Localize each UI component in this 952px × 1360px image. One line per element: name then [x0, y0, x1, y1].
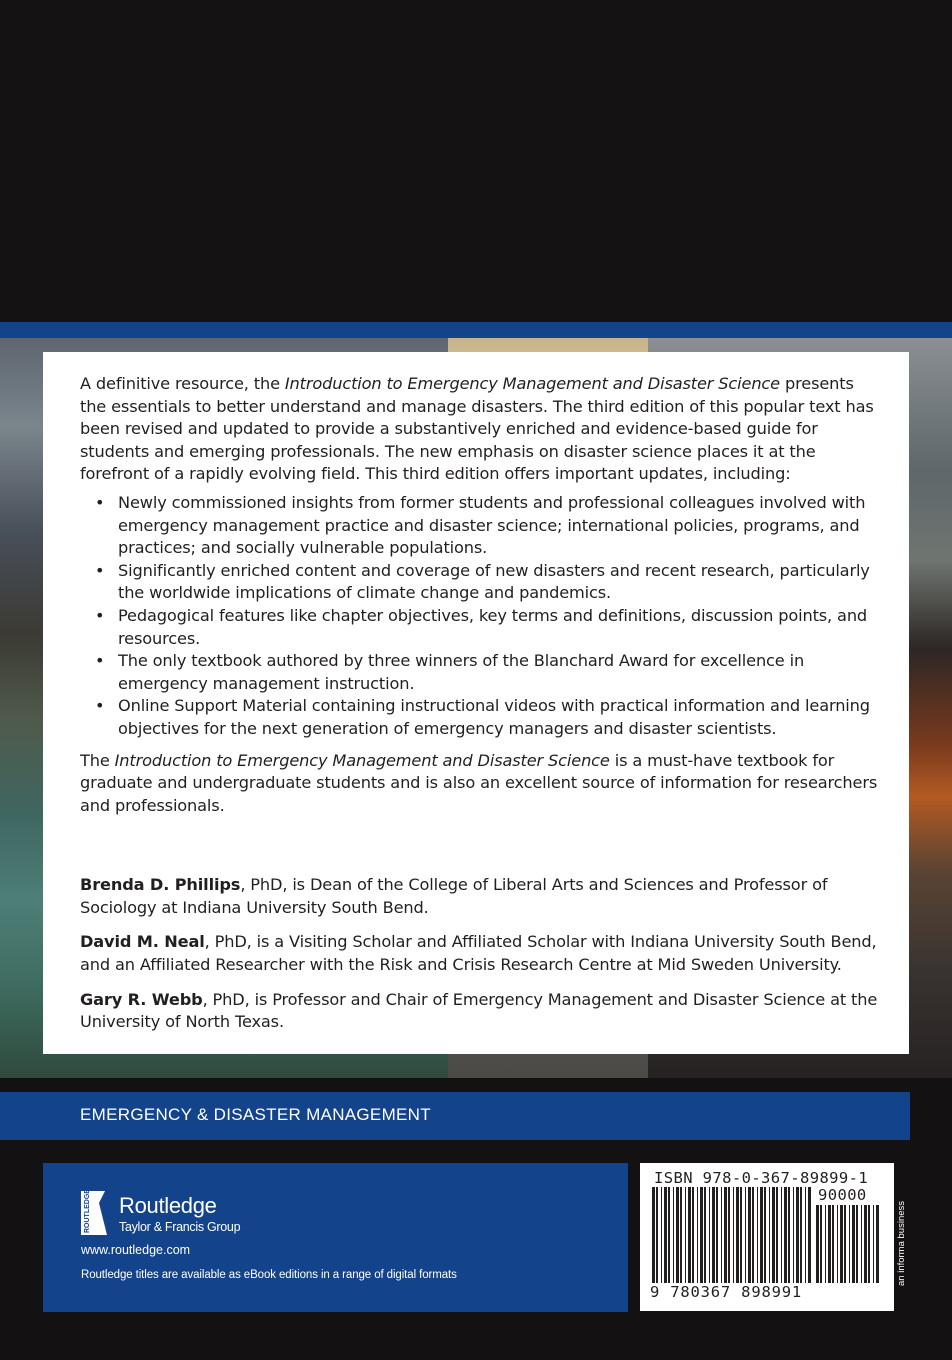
barcode-bar: [752, 1187, 754, 1283]
intro-paragraph: A definitive resource, the Introduction to Emergency Management and Disaster Science presents the essentials to better understand and manage disasters. The third edition of this popular text has been revised and updated to provide a substantively enriched and evidence-based guide for students and emerging professionals. The new emphasis on disaster science places it at the forefront of a rapidly evolving field. This third edition offers important updates, including:: [80, 374, 874, 484]
barcode-bar: [784, 1187, 787, 1283]
barcode-bar: [697, 1187, 698, 1283]
barcode-bar: [852, 1205, 855, 1283]
barcode-bar: [828, 1205, 831, 1283]
updates-list: [80, 492, 880, 741]
barcode-bar: [712, 1187, 715, 1283]
barcode-bar: [856, 1205, 858, 1283]
barcode-bar: [680, 1187, 682, 1283]
barcode-bar: [820, 1205, 822, 1283]
barcode-bar: [685, 1187, 686, 1283]
barcode-bar: [673, 1187, 674, 1283]
addon-barcode: [816, 1205, 880, 1283]
barcode-bar: [692, 1187, 694, 1283]
book-title-italic: Introduction to Emergency Management and Disaster Science: [114, 750, 610, 770]
list-item: • Online Support Material containing instructional videos with practical information and learning objectives for the next generation of emergency managers and disaster scientists.: [80, 695, 880, 740]
barcode-bar: [808, 1187, 811, 1283]
barcode-bar: [832, 1205, 834, 1283]
barcode-bar: [769, 1187, 770, 1283]
barcode-bar: [781, 1187, 782, 1283]
back-cover-copy: [80, 373, 880, 1034]
barcode-bar: [772, 1187, 775, 1283]
barcode-bar: [793, 1187, 794, 1283]
list-item: • Newly commissioned insights from former students and professional colleagues involved with emergency management practice and disaster science; international policies, programs, and practices; and socially vulnerable populations.: [80, 492, 880, 560]
routledge-logo-text: ROUTLEDGE: [84, 1189, 91, 1233]
barcode-bar: [728, 1187, 730, 1283]
barcode-bar: [716, 1187, 718, 1283]
author-bio: Brenda D. Phillips, PhD, is Dean of the College of Liberal Arts and Sciences and Professor of Sociology at Indiana University South Bend.: [80, 875, 828, 917]
barcode-bar: [748, 1187, 751, 1283]
barcode-bar: [656, 1187, 658, 1283]
barcode-bar: [764, 1187, 766, 1283]
ebook-note: Routledge titles are available as eBook editions in a range of digital formats: [81, 1269, 457, 1281]
barcode-bar: [776, 1187, 778, 1283]
barcode-bar: [704, 1187, 706, 1283]
list-item: • Significantly enriched content and coverage of new disasters and recent research, particularly the worldwide implications of climate change and pandemics.: [80, 560, 880, 605]
barcode-bar: [800, 1187, 802, 1283]
barcode-bar: [864, 1205, 867, 1283]
barcode-bar: [849, 1205, 850, 1283]
author-name: Gary R. Webb: [80, 989, 203, 1009]
top-black-area: [0, 0, 952, 322]
barcode-bar: [840, 1205, 843, 1283]
barcode-bar: [745, 1187, 746, 1283]
publisher-name: Routledge: [119, 1193, 217, 1218]
barcode-bar: [796, 1187, 799, 1283]
list-item: • Pedagogical features like chapter objectives, key terms and definitions, discussion points, and resources.: [80, 605, 880, 650]
barcode-digits: 9 780367 898991: [650, 1283, 802, 1301]
category-label: EMERGENCY & DISASTER MANAGEMENT: [80, 1105, 431, 1124]
barcode-bar: [825, 1205, 826, 1283]
closing-paragraph: The Introduction to Emergency Management and Disaster Science is a must-have textbook for graduate and undergraduate students and is also an excellent source of information for researchers and professionals.: [80, 750, 878, 815]
list-item: • The only textbook authored by three winners of the Blanchard Award for excellence in emergency management instruction.: [80, 650, 880, 695]
ean-barcode: [652, 1187, 812, 1283]
barcode-bar: [664, 1187, 667, 1283]
isbn-label: ISBN 978-0-367-89899-1: [654, 1169, 869, 1187]
barcode-bar: [868, 1205, 870, 1283]
barcode-bar: [805, 1187, 806, 1283]
author-bio: Gary R. Webb, PhD, is Professor and Chair of Emergency Management and Disaster Science at the University of North Texas.: [80, 989, 878, 1032]
barcode-bar: [700, 1187, 703, 1283]
barcode-bar: [668, 1187, 670, 1283]
publisher-box: [43, 1163, 628, 1312]
barcode-bar: [709, 1187, 710, 1283]
author-name: David M. Neal: [80, 932, 205, 952]
barcode-bar: [688, 1187, 691, 1283]
barcode-bar: [733, 1187, 734, 1283]
barcode-bar: [876, 1205, 879, 1283]
barcode-bar: [676, 1187, 679, 1283]
category-bar: [0, 1092, 910, 1140]
barcode-bar: [721, 1187, 722, 1283]
top-blue-stripe: [0, 322, 952, 338]
barcode-bar: [724, 1187, 727, 1283]
barcode-bar: [661, 1187, 662, 1283]
price-code: 90000: [818, 1186, 867, 1204]
informa-tagline: an informa business: [896, 1200, 907, 1286]
barcode-bar: [652, 1187, 655, 1283]
routledge-logo-icon: [79, 1189, 111, 1237]
barcode-bar: [837, 1205, 838, 1283]
publisher-group: Taylor & Francis Group: [119, 1220, 241, 1234]
barcode-bar: [788, 1187, 790, 1283]
barcode-bar: [760, 1187, 763, 1283]
barcode-bar: [873, 1205, 874, 1283]
publisher-url[interactable]: www.routledge.com: [81, 1243, 191, 1257]
barcode-bar: [757, 1187, 758, 1283]
author-bio: David M. Neal, PhD, is a Visiting Scholar and Affiliated Scholar with Indiana University South Bend, and an Affiliated Researcher with the Risk and Crisis Research Centre at Mid Sweden University.: [80, 932, 877, 975]
barcode-bar: [736, 1187, 739, 1283]
barcode-bar: [861, 1205, 862, 1283]
barcode-bar: [844, 1205, 846, 1283]
author-name: Brenda D. Phillips: [80, 875, 241, 895]
book-title-italic: Introduction to Emergency Management and Disaster Science: [284, 374, 780, 393]
barcode-bar: [816, 1205, 819, 1283]
barcode-bar: [740, 1187, 742, 1283]
barcode-box: [640, 1163, 894, 1311]
